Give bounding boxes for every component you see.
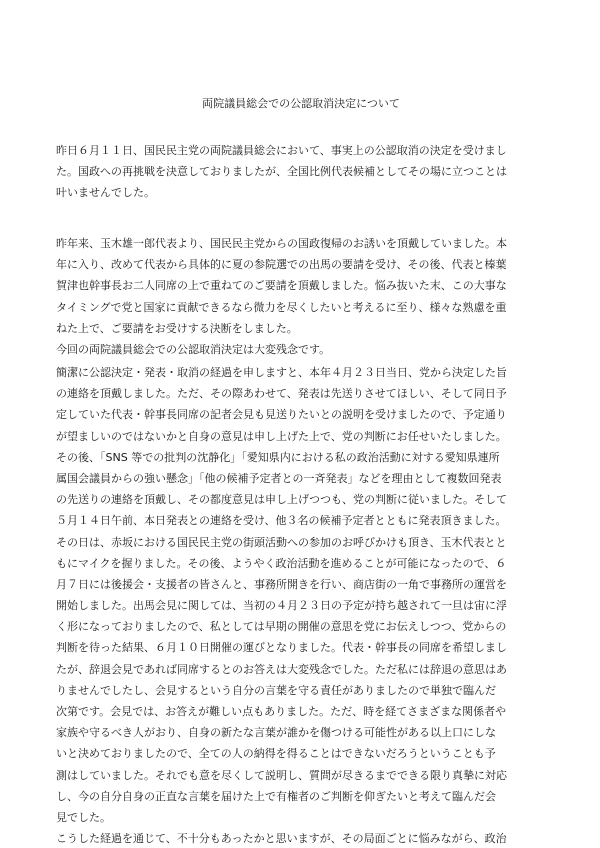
text-line: 定していた代表・幹事長同席の記者会見も見送りたいとの説明を受けましたので、予定通り (56, 408, 507, 422)
text-line: 判断を待った結果、６月１０日開催の運びとなりました。代表・幹事長の同席を希望しまし (56, 641, 507, 655)
text-line: いと決めておりましたので、全ての人の納得を得ることはできないだろうということも予 (56, 747, 496, 761)
text-line: 家族や守るべき人がおり、自身の新たな言葉が誰かを傷つける可能性がある以上口にしな (56, 726, 496, 740)
text-line: その後、「SNS 等での批判の沈静化」「愛知県内における私の政治活動に対する愛知県連所 (56, 450, 500, 464)
text-line: 昨年来、玉木雄一郎代表より、国民民主党からの国政復帰のお誘いを頂戴していました。本 (56, 237, 507, 250)
text-line: く形になっておりましたので、私としては早期の開催の意思を党にお伝えしつつ、党からの (56, 620, 507, 634)
text-line: 属国会議員からの強い懸念」「他の候補予定者との一斉発表」などを理由として複数回発表 (56, 471, 502, 485)
text-line: たが、辞退会見であれば同席するとのお答えは大変残念でした。ただ私には辞退の意思はあ (56, 662, 507, 676)
text-line: ねた上で、ご要請をお受けする決断をしました。 (56, 321, 298, 335)
paragraph-background (56, 233, 546, 360)
text-line: の先送りの連絡を頂戴し、その都度意見は申し上げつつも、党の判断に従いました。そして (56, 493, 507, 507)
text-line: 開始しました。出馬会見に関しては、当初の４月２３日の予定が持ち越されて一旦は宙に浮 (56, 599, 507, 613)
text-line: ５月１４日午前、本日発表との連絡を受け、他３名の候補予定者とともに発表頂きました。 (56, 514, 507, 528)
paragraph-announcement (56, 140, 546, 204)
text-line: 月７日には後援会・支援者の皆さんと、事務所開きを行い、商店街の一角で事務所の運営を (56, 577, 507, 591)
text-line: 年に入り、改めて代表から具体的に夏の参院選での出馬の要請を受け、その後、代表と榛葉 (56, 258, 507, 272)
text-line: 叶いませんでした。 (56, 186, 155, 200)
text-line: が望ましいのではないかと自身の意見は申し上げた上で、党の判断にお任せいたしました。 (56, 429, 507, 443)
text-line: こうした経過を通じて、不十分もあったかと思いますが、その局面ごとに悩みながら、政治 (56, 832, 507, 846)
text-line: りませんでしたし、会見するという自分の言葉を守る責任がありましたので単独で臨んだ (56, 683, 496, 697)
text-line: 測はしていました。それでも意を尽くして説明し、質問が尽きるまでできる限り真摯に対応 (56, 768, 507, 782)
text-line: 賀津也幹事長お二人同席の上で重ねてのご要請を頂戴しました。悩み抜いた末、この大事な (56, 279, 507, 293)
text-line: 昨日６月１１日、国民民主党の両院議員総会において、事実上の公認取消の決定を受けまし (56, 144, 507, 157)
text-line: もにマイクを握りました。その後、ようやく政治活動を進めることが可能になったので、６ (56, 556, 507, 570)
text-line: 今回の両院議員総会での公認取消決定は大変残念です。 (56, 342, 331, 356)
text-line: し、今の自分自身の正直な言葉を届けた上で有権者のご判断を仰ぎたいと考えて臨んだ会 (56, 789, 496, 803)
text-line: 見でした。 (56, 810, 111, 824)
text-line: の連絡を頂戴しました。ただ、その際あわせて、発表は先送りさせてほしい、そして同日予 (56, 387, 507, 401)
document-title: 両院議員総会での公認取消決定について (202, 97, 400, 110)
text-line: 次第です。会見では、お答えが難しい点もありました。ただ、時を経てさまざまな関係者や (56, 705, 507, 718)
text-line: タイミングで党と国家に貢献できるなら微力を尽くしたいと考えるに至り、様々な熟慮を重 (56, 300, 507, 314)
paragraph-timeline (56, 362, 546, 848)
document-page (56, 0, 546, 848)
text-line: 簡潔に公認決定・発表・取消の経過を申しますと、本年４月２３日当日、党から決定した旨 (56, 366, 507, 379)
text-line: た。国政への再挑戦を決意しておりましたが、全国比例代表候補としてその場に立つことは (56, 165, 507, 179)
text-line: その日は、赤坂における国民民主党の街頭活動への参加のお呼びかけも頂き、玉木代表とと (56, 535, 507, 549)
